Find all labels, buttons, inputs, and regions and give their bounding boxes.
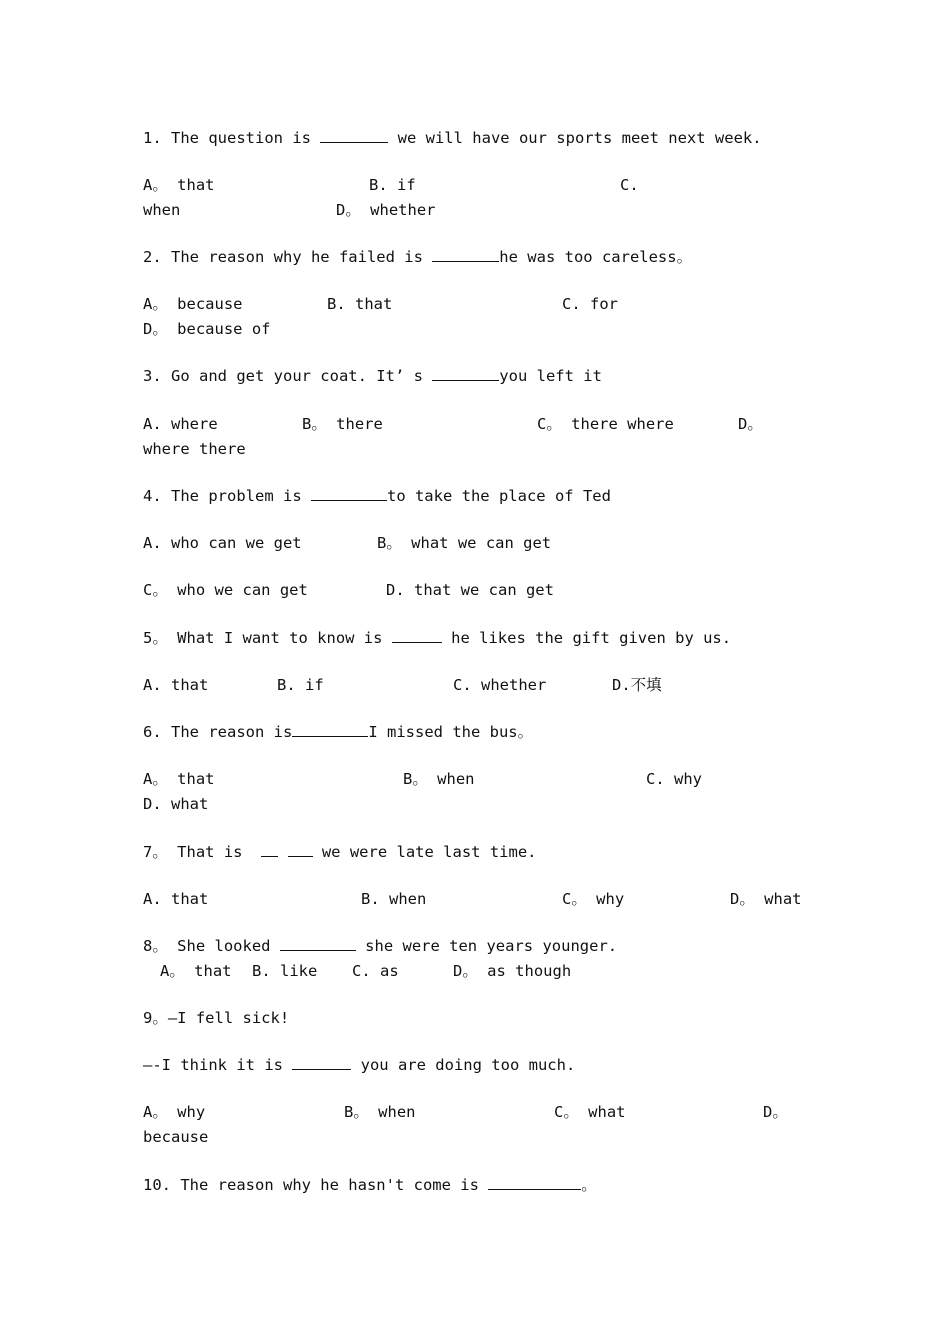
option-d: D. what — [143, 795, 209, 813]
question-4-stem: 4. The problem is to take the place of Ted — [143, 487, 611, 505]
option-c: C. as — [352, 962, 399, 980]
answer-blank — [392, 628, 442, 643]
option-c: C。 why — [562, 890, 625, 908]
option-d: D。 as though — [453, 962, 572, 980]
question-7-stem: 7。 That is we were late last time. — [143, 843, 537, 861]
option-c: C。 what — [554, 1103, 626, 1121]
option-d: D。 what — [730, 890, 802, 908]
option-d: D。 because of — [143, 320, 271, 338]
option-b: B。 there — [302, 415, 383, 433]
question-number: 8。 — [143, 937, 168, 955]
question-10-stem: 10. The reason why he hasn't come is 。 — [143, 1176, 597, 1194]
option-b: B. when — [361, 890, 427, 908]
option-a: A。 that — [143, 176, 215, 194]
answer-blank — [320, 128, 388, 143]
answer-blank — [432, 366, 499, 381]
option-a: A. where — [143, 415, 218, 433]
option-c-text: when — [143, 201, 181, 219]
option-c: C. for — [562, 295, 618, 313]
option-d: D。 — [738, 415, 763, 433]
option-a: A。 that — [160, 962, 232, 980]
question-9-reply: —-I think it is you are doing too much. — [143, 1056, 576, 1074]
option-b: B. that — [327, 295, 393, 313]
option-b: B。 when — [403, 770, 475, 788]
option-c: C。 there where — [537, 415, 674, 433]
option-a: A. that — [143, 890, 209, 908]
question-number: 7。 — [143, 843, 168, 861]
option-a: A. that — [143, 676, 209, 694]
question-2-stem: 2. The reason why he failed is he was too careless。 — [143, 248, 693, 266]
answer-blank — [288, 842, 313, 857]
option-a: A. who can we get — [143, 534, 302, 552]
answer-blank — [292, 1055, 351, 1070]
option-c: C。 who we can get — [143, 581, 308, 599]
question-3-stem: 3. Go and get your coat. It’ s you left it — [143, 367, 602, 385]
option-d-text: because — [143, 1128, 209, 1146]
option-b: B。 when — [344, 1103, 416, 1121]
answer-blank — [432, 247, 499, 262]
option-d: D. that we can get — [386, 581, 554, 599]
option-b: B. if — [277, 676, 324, 694]
answer-blank — [488, 1175, 581, 1190]
option-d: D.不填 — [612, 676, 662, 694]
option-b: B. like — [252, 962, 318, 980]
option-c: C. — [620, 176, 639, 194]
option-b: B。 what we can get — [377, 534, 552, 552]
question-number: 5。 — [143, 629, 168, 647]
answer-blank — [292, 722, 368, 737]
question-number: 3. — [143, 367, 162, 385]
option-c: C. whether — [453, 676, 547, 694]
question-number: 4. — [143, 487, 162, 505]
answer-blank — [261, 842, 278, 857]
question-6-stem: 6. The reason is I missed the bus。 — [143, 723, 534, 741]
question-number: 10. — [143, 1176, 171, 1194]
option-d: D。 whether — [336, 201, 436, 219]
option-c: C. why — [646, 770, 702, 788]
option-d-text: where there — [143, 440, 246, 458]
answer-blank — [280, 936, 356, 951]
option-b: B. if — [369, 176, 416, 194]
question-1-stem: 1. The question is we will have our sports meet next week. — [143, 129, 762, 147]
question-number: 6. — [143, 723, 162, 741]
option-a: A。 because — [143, 295, 243, 313]
answer-blank — [311, 486, 387, 501]
option-a: A。 why — [143, 1103, 206, 1121]
question-number: 9。 — [143, 1009, 168, 1027]
question-5-stem: 5。 What I want to know is he likes the gift given by us. — [143, 629, 732, 647]
option-d: D。 — [763, 1103, 788, 1121]
question-8-stem: 8。 She looked she were ten years younger. — [143, 937, 618, 955]
question-number: 2. — [143, 248, 162, 266]
question-number: 1. — [143, 129, 162, 147]
option-a: A。 that — [143, 770, 215, 788]
question-9-stem: 9。—I fell sick! — [143, 1009, 290, 1027]
